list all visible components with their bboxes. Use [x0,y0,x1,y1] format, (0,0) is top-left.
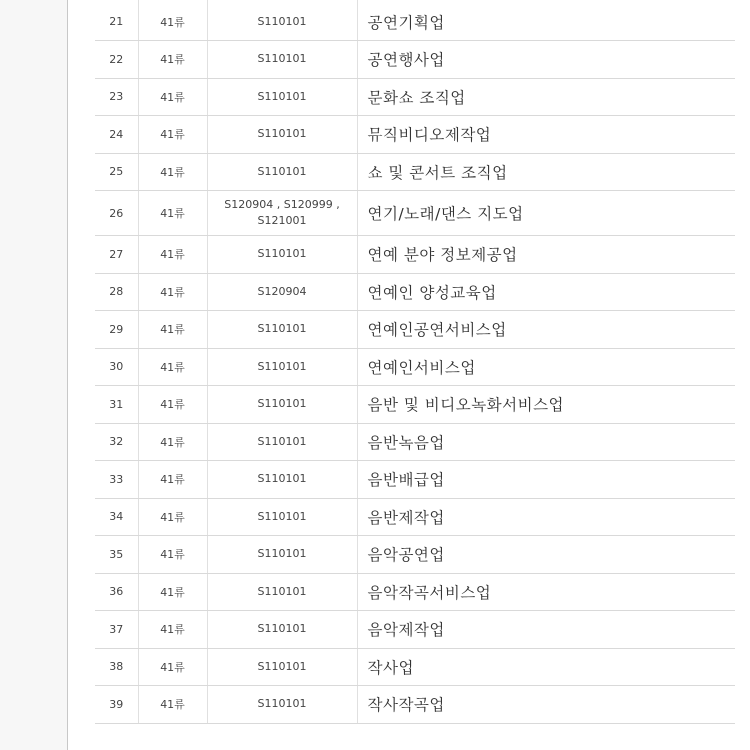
service-name-cell: 연예인공연서비스업 [357,311,735,349]
row-number: 32 [95,423,138,461]
class-cell: 41류 [138,348,207,386]
class-cell: 41류 [138,116,207,154]
class-cell: 41류 [138,78,207,116]
class-cell: 41류 [138,648,207,686]
class-cell: 41류 [138,41,207,79]
similar-group-code-cell: S110101 [207,461,357,499]
similar-group-code-cell: S110101 [207,153,357,191]
service-name-cell: 뮤직비디오제작업 [357,116,735,154]
row-number: 30 [95,348,138,386]
table-row [95,536,735,574]
class-cell: 41류 [138,236,207,274]
left-gutter [0,0,68,750]
table-row [95,386,735,424]
similar-group-code-cell: S110101 [207,573,357,611]
service-name-cell: 음악작곡서비스업 [357,573,735,611]
table-row [95,611,735,649]
table-row [95,461,735,499]
similar-group-code-cell: S120904 [207,273,357,311]
similar-group-code-cell: S110101 [207,311,357,349]
similar-group-code-cell: S110101 [207,348,357,386]
row-number: 33 [95,461,138,499]
row-number: 22 [95,41,138,79]
similar-group-code-cell: S110101 [207,116,357,154]
row-number: 39 [95,686,138,724]
table-row [95,3,735,41]
similar-group-code-cell: S110101 [207,536,357,574]
row-number: 24 [95,116,138,154]
class-cell: 41류 [138,498,207,536]
class-cell: 41류 [138,686,207,724]
row-number: 26 [95,191,138,236]
similar-group-code-cell: S110101 [207,611,357,649]
class-cell: 41류 [138,273,207,311]
row-number: 35 [95,536,138,574]
similar-group-code-cell: S110101 [207,686,357,724]
table-row [95,78,735,116]
row-number: 23 [95,78,138,116]
service-name-cell: 음악공연업 [357,536,735,574]
service-name-cell: 쇼 및 콘서트 조직업 [357,153,735,191]
class-cell: 41류 [138,191,207,236]
row-number: 31 [95,386,138,424]
service-name-cell: 연예인서비스업 [357,348,735,386]
similar-group-code-cell: S110101 [207,423,357,461]
class-cell: 41류 [138,311,207,349]
table-row [95,423,735,461]
table-row [95,236,735,274]
table-row [95,41,735,79]
table-row [95,498,735,536]
service-class-table-container [95,0,735,724]
similar-group-code-cell: S110101 [207,386,357,424]
service-name-cell: 작사작곡업 [357,686,735,724]
class-cell: 41류 [138,536,207,574]
row-number: 25 [95,153,138,191]
class-cell: 41류 [138,386,207,424]
class-cell: 41류 [138,423,207,461]
similar-group-code-cell: S110101 [207,498,357,536]
table-row [95,348,735,386]
table-row [95,191,735,236]
row-number: 34 [95,498,138,536]
class-cell: 41류 [138,3,207,41]
similar-group-code-cell: S110101 [207,3,357,41]
service-name-cell: 음반제작업 [357,498,735,536]
row-number: 36 [95,573,138,611]
table-row [95,273,735,311]
similar-group-code-cell: S110101 [207,648,357,686]
service-name-cell: 공연기획업 [357,3,735,41]
service-name-cell: 음반배급업 [357,461,735,499]
service-name-cell: 음악제작업 [357,611,735,649]
similar-group-code-cell: S110101 [207,236,357,274]
service-name-cell: 음반 및 비디오녹화서비스업 [357,386,735,424]
table-row [95,648,735,686]
row-number: 21 [95,3,138,41]
class-cell: 41류 [138,153,207,191]
service-name-cell: 음반녹음업 [357,423,735,461]
service-name-cell: 공연행사업 [357,41,735,79]
table-row [95,573,735,611]
service-name-cell: 연기/노래/댄스 지도업 [357,191,735,236]
class-cell: 41류 [138,461,207,499]
service-name-cell: 문화쇼 조직업 [357,78,735,116]
table-row [95,116,735,154]
similar-group-code-cell: S120904 , S120999 , S121001 [207,191,357,236]
row-number: 29 [95,311,138,349]
table-row [95,311,735,349]
service-class-table [95,0,735,724]
similar-group-code-cell: S110101 [207,41,357,79]
table-body [95,0,735,723]
row-number: 38 [95,648,138,686]
service-name-cell: 연예 분야 정보제공업 [357,236,735,274]
service-name-cell: 작사업 [357,648,735,686]
class-cell: 41류 [138,573,207,611]
table-row [95,686,735,724]
class-cell: 41류 [138,611,207,649]
row-number: 28 [95,273,138,311]
similar-group-code-cell: S110101 [207,78,357,116]
service-name-cell: 연예인 양성교육업 [357,273,735,311]
row-number: 37 [95,611,138,649]
row-number: 27 [95,236,138,274]
table-row [95,153,735,191]
